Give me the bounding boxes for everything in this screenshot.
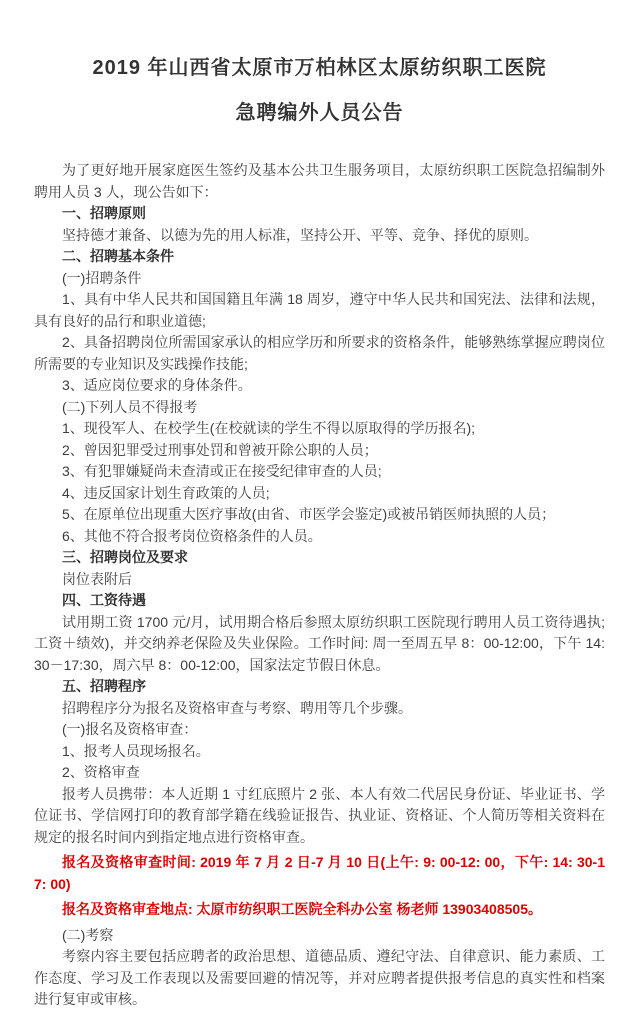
body-paragraph: 2、曾因犯罪受过刑事处罚和曾被开除公职的人员； xyxy=(62,441,378,458)
body-paragraph: 5、在原单位出现重大医疗事故(由省、市医学会鉴定)或被吊销医师执照的人员； xyxy=(62,506,556,522)
body-paragraph: (一)报名及资格审查： xyxy=(62,721,198,737)
body-paragraph: 3、有犯罪嫌疑尚未查清或正在接受纪律审查的人员; xyxy=(62,463,382,479)
body-paragraph: 6、其他不符合报考岗位资格条件的人员。 xyxy=(62,527,322,544)
section-heading: 二、招聘基本条件 xyxy=(62,248,174,264)
body-paragraph: (一)招聘条件 xyxy=(62,269,142,286)
body-paragraph: 1、报考人员现场报名。 xyxy=(62,742,210,759)
highlight-paragraph: 报名及资格审查时间: 2019 年 7 月 2 日-7 月 10 日(上午: 9: 00-12: 00，下午: 14: 30-17: 00) xyxy=(34,854,605,892)
body-paragraph: 报考人员携带：本人近期 1 寸红底照片 2 张、本人有效二代居民身份证、毕业证书、学位证书、学信网打印的教育部学籍在线验证报告、执业证、资格证、个人简历等相关资料在规定的报名时间内到指定地点进行资格审查。 xyxy=(34,785,605,845)
body-paragraph: 1、现役军人、在校学生(在校就读的学生不得以原取得的学历报名); xyxy=(62,420,475,436)
body-paragraph: 考察内容主要包括应聘者的政治思想、道德品质、遵纪守法、自律意识、能力素质、工作态度、学习及工作表现以及需要回避的情况等，并对应聘者提供报考信息的真实性和档案进行复审或审核。 xyxy=(34,948,605,1007)
body-paragraph: (二)考察 xyxy=(62,926,114,943)
body-paragraph: 岗位表附后 xyxy=(62,570,132,587)
section-heading: 一、招聘原则 xyxy=(62,205,146,221)
highlight-paragraph: 报名及资格审查地点: 太原市纺织职工医院全科办公室 杨老师 13903408505。 xyxy=(62,901,542,917)
body-paragraph: 2、具备招聘岗位所需国家承认的相应学历和所要求的资格条件，能够熟练掌握应聘岗位所需要的专业知识及实践操作技能; xyxy=(34,334,605,372)
body-paragraph: 试用期工资 1700 元/月，试用期合格后参照太原纺织职工医院现行聘用人员工资待遇执;工资＋绩效)，并交纳养老保险及失业保险。工作时间: 周一至周五早 8：00-12:00，下午 14:30－17:30，周六早 8：00-12:00，国家法定节假日休息。 xyxy=(34,613,605,673)
body-paragraph: 3、适应岗位要求的身体条件。 xyxy=(62,377,252,393)
page-title-line-1: 2019 年山西省太原市万柏林区太原纺织职工医院 xyxy=(92,57,547,79)
section-heading: 四、工资待遇 xyxy=(62,592,146,608)
section-heading: 五、招聘程序 xyxy=(62,678,146,694)
document-body xyxy=(34,160,605,1011)
body-paragraph: (二)下列人员不得报考 xyxy=(62,398,198,415)
body-paragraph: 招聘程序分为报名及资格审查与考察、聘用等几个步骤。 xyxy=(62,699,412,716)
page-title-line-2: 急聘编外人员公告 xyxy=(235,102,404,124)
body-paragraph: 4、违反国家计划生育政策的人员; xyxy=(62,484,270,501)
body-paragraph: 1、具有中华人民共和国国籍且年满 18 周岁，遵守中华人民共和国宪法、法律和法规，具有良好的品行和职业道德; xyxy=(34,291,605,329)
page-title xyxy=(34,46,605,136)
body-paragraph: 2、资格审查 xyxy=(62,764,140,780)
body-paragraph: 坚持德才兼备、以德为先的用人标准，坚持公开、平等、竞争、择优的原则。 xyxy=(62,226,538,243)
body-paragraph: 为了更好地开展家庭医生签约及基本公共卫生服务项目，太原纺织职工医院急招编制外聘用人员 3 人，现公告如下： xyxy=(34,162,605,200)
section-heading: 三、招聘岗位及要求 xyxy=(62,549,188,565)
